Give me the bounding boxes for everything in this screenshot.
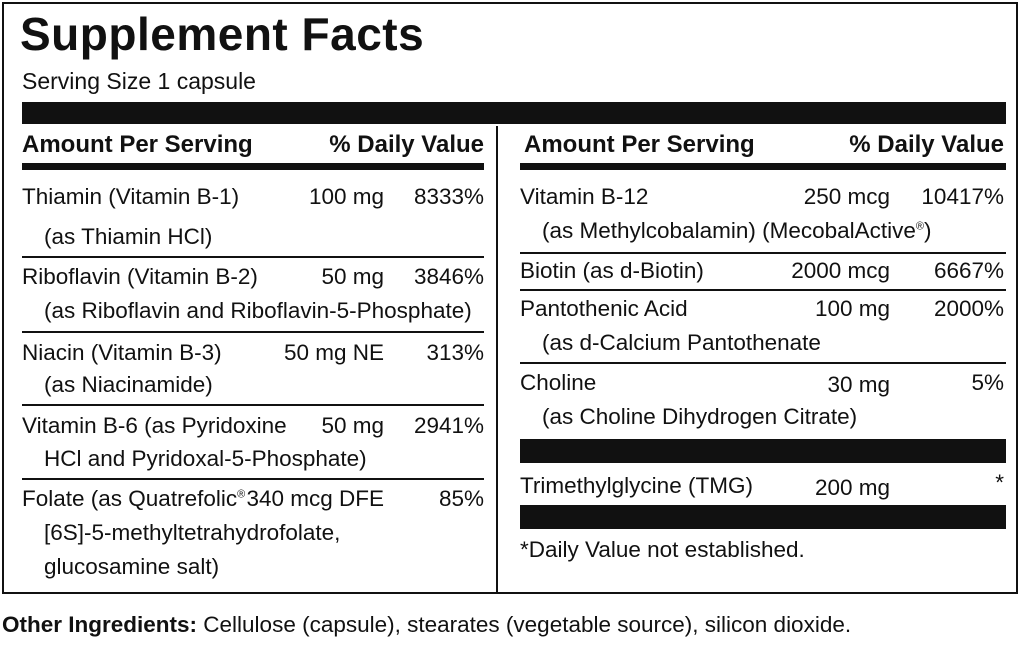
nutrient-source: (as Choline Dihydrogen Citrate) — [542, 404, 858, 429]
nutrient-daily-value: 5% — [971, 370, 1004, 395]
nutrient-daily-value: 6667% — [933, 258, 1004, 283]
nutrient-source: HCl and Pyridoxal-5-Phosphate) — [44, 446, 367, 471]
nutrient-daily-value: * — [995, 470, 1004, 495]
nutrient-daily-value: 2941% — [413, 413, 484, 438]
other-ingredients-label: Other Ingredients: — [2, 612, 198, 637]
nutrient-amount: 50 mg — [321, 264, 384, 289]
right-header-amount: Amount Per Serving — [524, 131, 755, 158]
nutrient-daily-value: 85% — [438, 486, 484, 511]
footnote: *Daily Value not established. — [520, 537, 805, 562]
nutrient-source: glucosamine salt) — [44, 554, 220, 579]
nutrient-daily-value: 10417% — [921, 184, 1004, 209]
nutrient-daily-value: 313% — [426, 340, 484, 365]
column-divider — [496, 126, 498, 592]
nutrient-daily-value: 8333% — [413, 184, 484, 209]
left-header-rule — [22, 163, 484, 170]
left-header-amount: Amount Per Serving — [22, 131, 253, 158]
left-header-dv: % Daily Value — [329, 131, 484, 158]
right-header-dv: % Daily Value — [849, 131, 1004, 158]
row-divider — [22, 404, 484, 406]
nutrient-amount: 50 mg — [321, 413, 384, 438]
nutrient-source: [6S]-5-methyltetrahydrofolate, — [44, 520, 341, 545]
nutrient-name: Niacin (Vitamin B-3) — [22, 340, 222, 365]
nutrient-name: Vitamin B-12 — [520, 184, 649, 209]
nutrient-source: (as d-Calcium Pantothenate — [542, 330, 821, 355]
row-divider — [22, 478, 484, 480]
nutrient-source: (as Niacinamide) — [44, 372, 213, 397]
nutrient-name: Riboflavin (Vitamin B-2) — [22, 264, 258, 289]
row-divider — [520, 289, 1006, 291]
nutrient-amount: 2000 mcg — [791, 258, 890, 283]
nutrient-amount: 340 mcg DFE — [246, 486, 384, 511]
thick-divider-right-bottom — [520, 505, 1006, 529]
nutrient-source: (as Methylcobalamin) (MecobalActive®) — [542, 218, 932, 243]
nutrient-name: Thiamin (Vitamin B-1) — [22, 184, 240, 209]
row-divider — [22, 331, 484, 333]
nutrient-daily-value: 2000% — [933, 296, 1004, 321]
nutrient-amount: 200 mg — [814, 475, 890, 500]
nutrient-source: (as Riboflavin and Riboflavin-5-Phosphate) — [44, 298, 472, 323]
thick-divider-top — [22, 102, 1006, 124]
row-divider — [22, 256, 484, 258]
nutrient-amount: 100 mg — [308, 184, 384, 209]
nutrient-amount: 250 mcg — [803, 184, 890, 209]
row-divider — [520, 362, 1006, 364]
nutrient-name: Trimethylglycine (TMG) — [520, 473, 753, 498]
registered-mark: ® — [915, 220, 924, 233]
nutrient-source: (as Thiamin HCl) — [44, 224, 213, 249]
nutrient-name: Pantothenic Acid — [520, 296, 688, 321]
nutrient-name: Vitamin B-6 (as Pyridoxine — [22, 413, 287, 438]
nutrient-amount: 100 mg — [814, 296, 890, 321]
right-header-rule — [520, 163, 1006, 170]
nutrient-amount: 50 mg NE — [283, 340, 384, 365]
serving-size: Serving Size 1 capsule — [22, 68, 256, 94]
nutrient-amount: 30 mg — [827, 372, 890, 397]
nutrient-name: Biotin (as d-Biotin) — [520, 258, 704, 283]
registered-mark: ® — [237, 488, 246, 501]
nutrient-name: Choline — [520, 370, 597, 395]
thick-divider-right — [520, 439, 1006, 463]
panel-title: Supplement Facts — [20, 8, 425, 60]
nutrient-name: Folate (as Quatrefolic® — [22, 486, 246, 511]
nutrient-daily-value: 3846% — [413, 264, 484, 289]
other-ingredients — [2, 608, 851, 642]
other-ingredients-text: Cellulose (capsule), stearates (vegetable source), silicon dioxide. — [197, 612, 852, 637]
